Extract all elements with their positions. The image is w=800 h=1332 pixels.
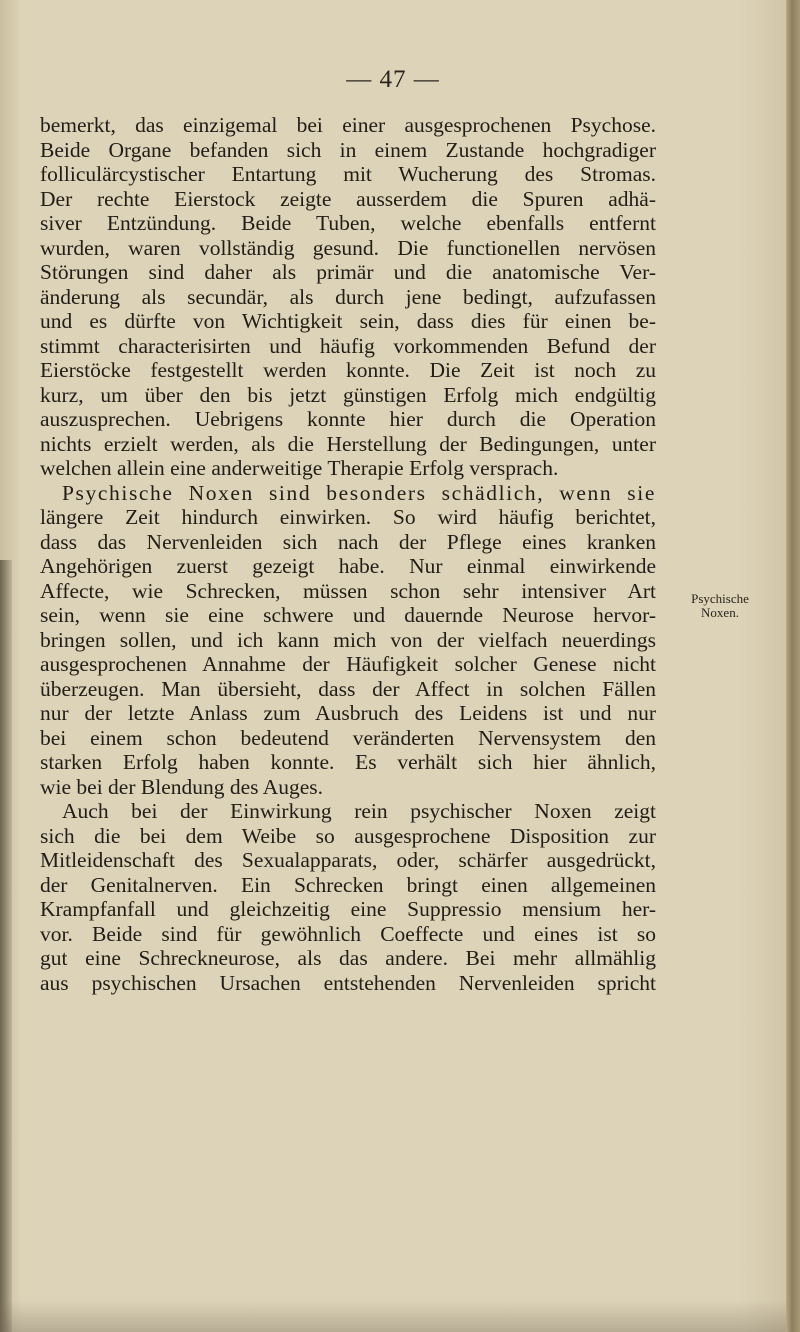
text-line: Eierstöcke festgestellt werden konnte. Die Zeit ist noch zu (40, 358, 656, 382)
text-line: bei einem schon bedeutend veränderten Nervensystem den (40, 725, 656, 750)
text-line: wie bei der Blendung des Auges. (40, 774, 324, 799)
text-line: wurden, waren vollständig gesund. Die functionellen nervösen (40, 235, 656, 260)
text-line: vor. Beide sind für gewöhnlich Coeffecte und eines ist so (40, 921, 656, 946)
text-line: stimmt characterisirten und häufig vorkommenden Befund der (40, 333, 656, 358)
text-line: und es dürfte von Wichtigkeit sein, dass dies für einen be- (40, 309, 656, 333)
text-line: der Genitalnerven. Ein Schrecken bringt einen allgemeinen (40, 872, 656, 897)
text-line: auszusprechen. Uebrigens konnte hier durch die Operation (40, 407, 656, 431)
text-line: Beide Organe befanden sich in einem Zustande hochgradiger (40, 137, 656, 162)
margin-note-line: Psychische (691, 591, 749, 606)
margin-note (680, 592, 760, 620)
text-line: Mitleidenschaft des Sexualapparats, oder, schärfer ausgedrückt, (40, 848, 656, 872)
binding-shadow (0, 560, 12, 1332)
text-line: welchen allein eine anderweitige Therapie Erfolg versprach. (40, 456, 559, 480)
text-line: Auch bei der Einwirkung rein psychischer Noxen zeigt (62, 799, 656, 823)
margin-note-line: Noxen. (701, 605, 739, 620)
page-edge (786, 0, 800, 1332)
text-line: sich die bei dem Weibe so ausgesprochene Disposition zur (40, 823, 656, 848)
text-line: bringen sollen, und ich kann mich von der vielfach neuerdings (40, 627, 656, 652)
text-line: Angehörigen zuerst gezeigt habe. Nur einmal einwirkende (40, 554, 656, 578)
text-line: Der rechte Eierstock zeigte ausserdem die Spuren adhä- (40, 186, 656, 211)
text-line: nur der letzte Anlass zum Ausbruch des Leidens ist und nur (40, 701, 656, 725)
page-bottom-shadow (0, 1300, 786, 1332)
text-line: ausgesprochenen Annahme der Häufigkeit solcher Genese nicht (40, 652, 656, 676)
text-line: nichts erzielt werden, als die Herstellung der Bedingungen, unter (40, 431, 656, 456)
text-line: siver Entzündung. Beide Tuben, welche ebenfalls entfernt (40, 211, 656, 235)
text-line: aus psychischen Ursachen entstehenden Nervenleiden spricht (40, 970, 656, 995)
body-text (40, 113, 656, 995)
text-line: starken Erfolg haben konnte. Es verhält sich hier ähnlich, (40, 750, 656, 774)
text-line: kurz, um über den bis jetzt günstigen Erfolg mich endgültig (40, 382, 656, 407)
text-line: bemerkt, das einzigemal bei einer ausgesprochenen Psychose. (40, 113, 656, 137)
text-line: gut eine Schreckneurose, als das andere. Bei mehr allmählig (40, 946, 656, 970)
text-line: längere Zeit hindurch einwirken. So wird häufig berichtet, (40, 505, 656, 529)
text-line: Affecte, wie Schrecken, müssen schon sehr intensiver Art (40, 578, 656, 603)
text-line: überzeugen. Man übersieht, dass der Affect in solchen Fällen (40, 676, 656, 701)
text-line: folliculärcystischer Entartung mit Wucherung des Stromas. (40, 162, 656, 186)
text-line: Psychische Noxen sind besonders schädlich, wenn sie (62, 480, 656, 505)
text-line: Störungen sind daher als primär und die anatomische Ver- (40, 260, 656, 284)
page-number: — 47 — (346, 66, 440, 93)
text-line: dass das Nervenleiden sich nach der Pflege eines kranken (40, 529, 656, 554)
text-line: Krampfanfall und gleichzeitig eine Suppressio mensium her- (40, 897, 656, 921)
text-line: änderung als secundär, als durch jene bedingt, aufzufassen (40, 284, 656, 309)
text-line: sein, wenn sie eine schwere und dauernde Neurose hervor- (40, 603, 656, 627)
